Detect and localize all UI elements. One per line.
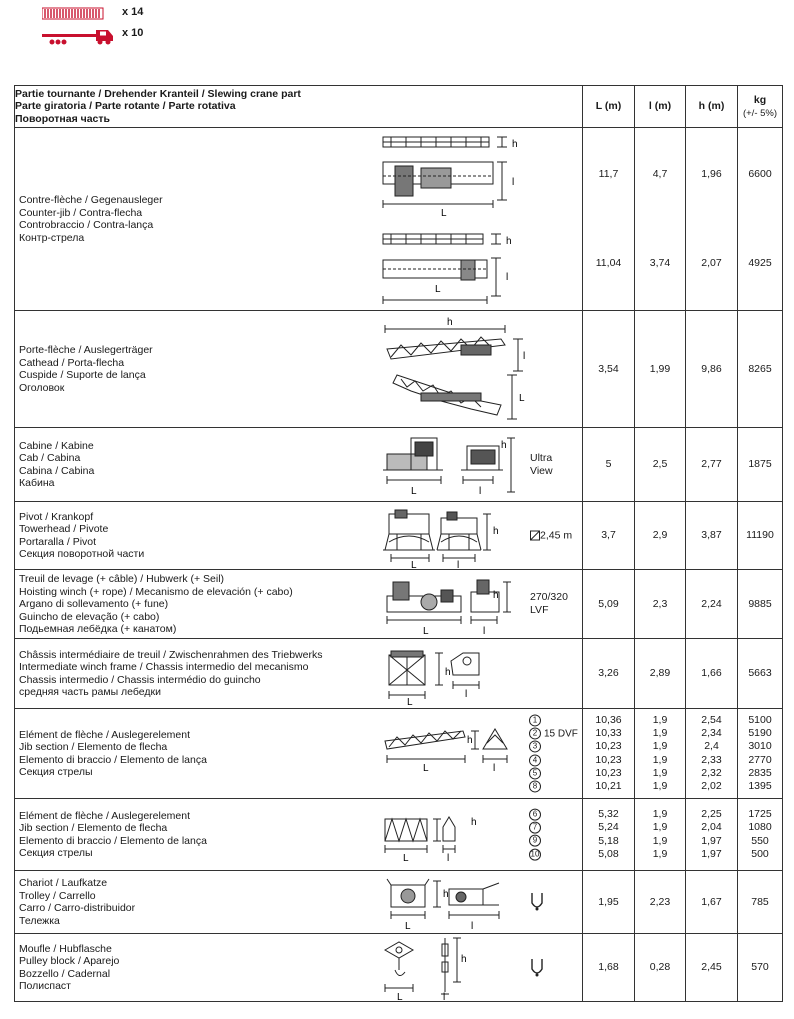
value-stack — [738, 168, 782, 270]
header-title-line: Partie tournante / Drehender Kranteil / Slewing crane part — [15, 87, 301, 100]
cell-height: 1,66 — [686, 639, 738, 709]
value-length: 11,04 — [595, 257, 622, 269]
winch-frame-drawing — [383, 645, 503, 705]
cell-weight: 9885 — [738, 570, 783, 639]
svg-text:L: L — [519, 393, 525, 404]
value-height: 2,33 — [701, 753, 722, 766]
component-names — [19, 344, 153, 394]
component-description — [15, 709, 583, 799]
hook-icon — [529, 891, 545, 913]
component-name: Тележка — [19, 914, 60, 927]
section-number-circle: 2 — [529, 728, 541, 740]
svg-text:l: l — [493, 763, 496, 774]
cell-length: 1,68 — [583, 934, 635, 1002]
pulley-block-drawing — [381, 936, 511, 1000]
cell-weight — [738, 128, 783, 311]
component-name: Pulley block / Aparejo — [19, 955, 120, 967]
cell-weight: 1875 — [738, 428, 783, 502]
svg-text:h: h — [493, 590, 499, 601]
component-description — [15, 428, 583, 502]
towerhead-drawing — [383, 506, 503, 568]
svg-text:L: L — [405, 921, 411, 931]
cell-weight: 570 — [738, 934, 783, 1002]
value-width: 1,9 — [652, 766, 668, 779]
cell-weight: 11190 — [738, 502, 783, 570]
cell-length — [583, 709, 635, 799]
svg-text:h: h — [467, 735, 473, 746]
component-name: Cabina / Cabina — [19, 464, 95, 477]
component-name: Towerhead / Pivote — [19, 523, 109, 535]
svg-text:l: l — [465, 689, 468, 700]
value-weight: 1080 — [748, 821, 772, 834]
table-row — [15, 799, 783, 871]
header-title — [15, 86, 583, 128]
component-description — [15, 639, 583, 709]
value-stack — [583, 168, 634, 270]
truck-count: x 10 — [122, 27, 144, 39]
value-height: 2,32 — [701, 766, 722, 779]
note-line: 2,45 m — [540, 529, 573, 541]
value-stack — [583, 808, 634, 861]
component-name: Полиспаст — [19, 980, 71, 992]
component-names — [19, 573, 293, 636]
component-description — [15, 128, 583, 311]
component-description — [15, 934, 583, 1002]
component-name: Trolley / Carrello — [19, 889, 96, 902]
cell-length: 3,54 — [583, 311, 635, 428]
section-number — [529, 835, 541, 848]
svg-text:h: h — [493, 526, 499, 537]
section-number-circle: 4 — [529, 754, 541, 766]
hook-icon — [529, 957, 545, 979]
note-line: View — [530, 464, 553, 477]
value-stack — [635, 808, 685, 861]
section-number — [529, 767, 578, 780]
value-weight: 550 — [751, 834, 769, 847]
svg-text:h: h — [471, 817, 477, 828]
value-weight: 5190 — [748, 727, 772, 740]
component-name: Jib section / Elemento de flecha — [19, 741, 168, 753]
component-name: Moufle / Hubflasche — [19, 942, 112, 955]
towerhead-mast-note — [530, 529, 572, 542]
component-name: Подьемная лебёдка (+ канатом) — [19, 622, 177, 635]
svg-text:h: h — [447, 317, 453, 328]
value-weight: 1725 — [748, 808, 772, 821]
svg-text:h: h — [506, 236, 512, 247]
cell-weight — [738, 709, 783, 799]
svg-text:h: h — [445, 667, 451, 678]
value-stack — [583, 714, 634, 793]
svg-text:h: h — [501, 440, 507, 451]
svg-text:l: l — [483, 626, 486, 636]
section-number-circle: 5 — [529, 767, 541, 779]
section-number-circle: 3 — [529, 741, 541, 753]
table-header-row — [15, 86, 783, 128]
svg-text:h: h — [512, 139, 518, 150]
svg-text:l: l — [512, 177, 515, 188]
section-number-circle: 9 — [529, 835, 541, 847]
cell-height: 2,45 — [686, 934, 738, 1002]
value-length: 11,7 — [598, 167, 619, 180]
component-name: Elément de flèche / Auslegerelement — [19, 728, 191, 741]
value-width: 1,9 — [652, 779, 668, 792]
note-line: Ultra — [530, 451, 553, 464]
component-name: Controbraccio / Contra-lança — [19, 219, 154, 231]
component-name: Argano di sollevamento (+ fune) — [19, 597, 169, 610]
svg-text:L: L — [423, 626, 429, 636]
component-names — [19, 877, 135, 927]
cell-height — [686, 128, 738, 311]
component-name: Guincho de elevação (+ cabo) — [19, 610, 160, 623]
cell-length: 1,95 — [583, 871, 635, 934]
value-height: 2,54 — [701, 713, 722, 726]
cell-length: 5 — [583, 428, 635, 502]
jib-section-numbers — [529, 714, 578, 793]
value-width: 4,7 — [652, 167, 668, 180]
cell-weight — [738, 799, 783, 871]
component-name: Jib section / Elemento de flecha — [19, 822, 168, 834]
component-description — [15, 871, 583, 934]
component-name: Cathead / Porta-flecha — [19, 356, 125, 369]
svg-text:l: l — [479, 486, 482, 497]
svg-text:L: L — [403, 853, 409, 864]
cell-height — [686, 709, 738, 799]
component-name: Cuspide / Suporte de lança — [19, 369, 146, 381]
section-number — [529, 727, 578, 740]
cell-length: 3,26 — [583, 639, 635, 709]
component-name: Elemento di braccio / Elemento de lança — [19, 834, 207, 847]
section-number — [529, 754, 578, 767]
cell-length: 5,09 — [583, 570, 635, 639]
cell-height: 1,67 — [686, 871, 738, 934]
col-header-weight — [738, 86, 783, 128]
table-row — [15, 428, 783, 502]
component-name: Секция стрелы — [19, 766, 93, 778]
hoisting-winch-drawing — [383, 574, 513, 636]
component-name: Chariot / Laufkatze — [19, 877, 108, 889]
component-name: Оголовок — [19, 381, 65, 394]
truck-icon — [42, 27, 116, 47]
value-width: 1,9 — [652, 713, 668, 726]
cell-height: 3,87 — [686, 502, 738, 570]
component-name: Cabine / Kabine — [19, 439, 94, 452]
col-header-kg-tolerance: (+/- 5%) — [742, 107, 778, 119]
value-height: 2,04 — [701, 821, 722, 834]
svg-text:l: l — [471, 921, 474, 931]
winch-model-note — [530, 591, 568, 617]
value-stack — [635, 168, 685, 270]
col-header-length: L (m) — [583, 86, 635, 128]
svg-text:L: L — [423, 763, 429, 774]
component-name: Porte-flèche / Auslegerträger — [19, 344, 153, 356]
value-width: 1,9 — [652, 808, 668, 821]
component-name: Elément de flèche / Auslegerelement — [19, 809, 191, 822]
value-length: 10,23 — [595, 740, 622, 753]
trolley-drawing — [383, 875, 513, 931]
value-weight: 4925 — [748, 257, 772, 269]
component-names — [19, 511, 144, 561]
component-name: Hoisting winch (+ rope) / Mecanismo de elevación (+ cabo) — [19, 585, 293, 598]
value-length: 10,21 — [595, 779, 622, 792]
value-width: 1,9 — [652, 740, 668, 753]
table-row — [15, 639, 783, 709]
section-number — [529, 821, 541, 834]
value-length: 10,36 — [595, 713, 622, 726]
svg-text:L: L — [411, 560, 417, 568]
value-width: 1,9 — [652, 753, 668, 766]
component-name: Intermediate winch frame / Chassis intermedio del mecanismo — [19, 661, 309, 673]
component-name: средняя часть рамы лебедки — [19, 686, 161, 698]
table-row — [15, 311, 783, 428]
cell-width: 2,23 — [635, 871, 686, 934]
cab-model-note — [530, 452, 553, 478]
svg-text:l: l — [506, 272, 509, 283]
value-length: 10,23 — [595, 753, 622, 766]
cell-height — [686, 799, 738, 871]
value-weight: 500 — [751, 847, 769, 860]
value-height: 2,25 — [701, 808, 722, 821]
cell-width: 0,28 — [635, 934, 686, 1002]
cell-width — [635, 799, 686, 871]
component-name: Кабина — [19, 477, 55, 489]
svg-text:L: L — [397, 992, 403, 1000]
section-number — [529, 848, 541, 861]
section-number-circle: 10 — [530, 849, 540, 859]
section-number — [529, 808, 541, 821]
component-names — [19, 943, 119, 993]
component-description — [15, 311, 583, 428]
svg-text:L: L — [411, 486, 417, 497]
value-stack — [635, 714, 685, 793]
svg-text:h: h — [443, 889, 449, 900]
value-weight: 2770 — [748, 753, 772, 766]
value-length: 5,18 — [598, 834, 619, 847]
component-description — [15, 799, 583, 871]
component-name: Châssis intermédiaire de treuil / Zwischenrahmen des Triebwerks — [19, 648, 323, 661]
legend-container-row — [42, 4, 152, 26]
cell-width — [635, 128, 686, 311]
value-stack — [686, 808, 737, 861]
value-length: 5,08 — [598, 847, 619, 860]
section-number — [529, 780, 578, 793]
cell-height: 9,86 — [686, 311, 738, 428]
component-name: Cab / Cabina — [19, 452, 81, 464]
jib-section-drawing — [383, 723, 519, 793]
table-row — [15, 570, 783, 639]
cathead-drawing — [381, 315, 531, 423]
cell-weight: 8265 — [738, 311, 783, 428]
value-weight: 5100 — [748, 713, 772, 726]
table-row — [15, 709, 783, 799]
value-height: 1,97 — [701, 847, 722, 860]
cab-drawing — [383, 432, 519, 500]
component-names — [19, 440, 94, 490]
component-name: Counter-jib / Contra-flecha — [19, 206, 143, 219]
component-name: Elemento di braccio / Elemento de lança — [19, 753, 207, 766]
container-count: x 14 — [122, 6, 144, 18]
value-weight: 3010 — [748, 740, 772, 753]
svg-text:h: h — [461, 954, 467, 965]
value-height: 1,97 — [701, 834, 722, 847]
value-length: 5,24 — [598, 821, 619, 834]
value-length: 5,32 — [598, 808, 619, 821]
value-stack — [738, 808, 782, 861]
component-name: Bozzello / Cadernal — [19, 967, 111, 980]
component-name: Contre-flèche / Gegenausleger — [19, 194, 163, 206]
component-name: Carro / Carro-distribuidor — [19, 902, 136, 914]
section-number-circle: 7 — [529, 822, 541, 834]
svg-text:l: l — [523, 351, 526, 362]
svg-text:L: L — [441, 208, 447, 219]
value-length: 10,23 — [595, 766, 622, 779]
value-height: 1,96 — [701, 167, 722, 180]
value-height: 2,4 — [704, 740, 719, 753]
component-name: Portaralla / Pivot — [19, 535, 97, 548]
cell-length — [583, 128, 635, 311]
counter-jib-drawing — [381, 132, 521, 308]
cell-width: 1,99 — [635, 311, 686, 428]
value-weight: 6600 — [748, 167, 772, 180]
value-height: 2,02 — [701, 779, 722, 792]
cell-height: 2,24 — [686, 570, 738, 639]
component-name: Chassis intermedio / Chassis intermédio do guincho — [19, 673, 261, 686]
value-stack — [686, 168, 737, 270]
header-title-line: Поворотная часть — [15, 112, 110, 125]
value-weight: 2835 — [748, 766, 772, 779]
value-height: 2,07 — [701, 257, 722, 269]
section-number-circle: 6 — [529, 809, 541, 821]
note-line: LVF — [530, 604, 549, 616]
mast-section-icon — [530, 531, 540, 541]
short-jib-section-numbers — [529, 808, 541, 861]
component-names — [19, 649, 322, 699]
cell-length: 3,7 — [583, 502, 635, 570]
value-width: 1,9 — [652, 847, 668, 860]
component-names — [19, 810, 207, 860]
cell-width: 2,5 — [635, 428, 686, 502]
section-number — [529, 740, 578, 753]
table-row — [15, 934, 783, 1002]
section-suffix: 15 DVF — [544, 728, 578, 740]
col-header-kg: kg — [753, 93, 767, 106]
cell-width: 2,89 — [635, 639, 686, 709]
svg-text:l: l — [447, 853, 450, 864]
svg-text:L: L — [407, 697, 413, 705]
component-names — [19, 729, 207, 779]
svg-text:L: L — [435, 284, 441, 295]
value-height: 2,34 — [701, 727, 722, 740]
short-jib-section-drawing — [383, 811, 503, 867]
value-width: 1,9 — [652, 727, 668, 740]
value-width: 1,9 — [652, 821, 668, 834]
col-header-height: h (m) — [686, 86, 738, 128]
legend-truck-row — [42, 25, 152, 47]
value-width: 3,74 — [649, 257, 671, 269]
header-title-line: Parte giratoria / Parte rotante / Parte rotativa — [15, 100, 236, 113]
component-names — [19, 194, 163, 244]
component-name: Секция стрелы — [19, 847, 93, 859]
component-spec-table — [14, 85, 783, 1002]
cell-width: 2,3 — [635, 570, 686, 639]
section-number — [529, 714, 578, 727]
value-stack — [686, 714, 737, 793]
svg-text:l: l — [457, 560, 460, 568]
component-name: Pivot / Krankopf — [19, 510, 94, 523]
component-description — [15, 570, 583, 639]
cell-weight: 5663 — [738, 639, 783, 709]
table-row — [15, 128, 783, 311]
table-row — [15, 502, 783, 570]
cell-height: 2,77 — [686, 428, 738, 502]
component-name: Контр-стрела — [19, 231, 85, 244]
value-weight: 1395 — [748, 779, 772, 792]
section-number-circle: 8 — [529, 780, 541, 792]
value-stack — [738, 714, 782, 793]
cell-width — [635, 709, 686, 799]
table-row — [15, 871, 783, 934]
note-line: 270/320 — [530, 591, 568, 603]
col-header-width: l (m) — [635, 86, 686, 128]
section-number-circle: 1 — [529, 715, 541, 727]
component-name: Секция поворотной части — [19, 548, 145, 560]
container-icon — [42, 7, 104, 21]
component-description — [15, 502, 583, 570]
cell-length — [583, 799, 635, 871]
value-width: 1,9 — [652, 834, 668, 847]
svg-text:l: l — [443, 992, 446, 1000]
component-name: Treuil de levage (+ câble) / Hubwerk (+ Seil) — [19, 572, 225, 585]
cell-width: 2,9 — [635, 502, 686, 570]
value-length: 10,33 — [595, 727, 622, 740]
cell-weight: 785 — [738, 871, 783, 934]
